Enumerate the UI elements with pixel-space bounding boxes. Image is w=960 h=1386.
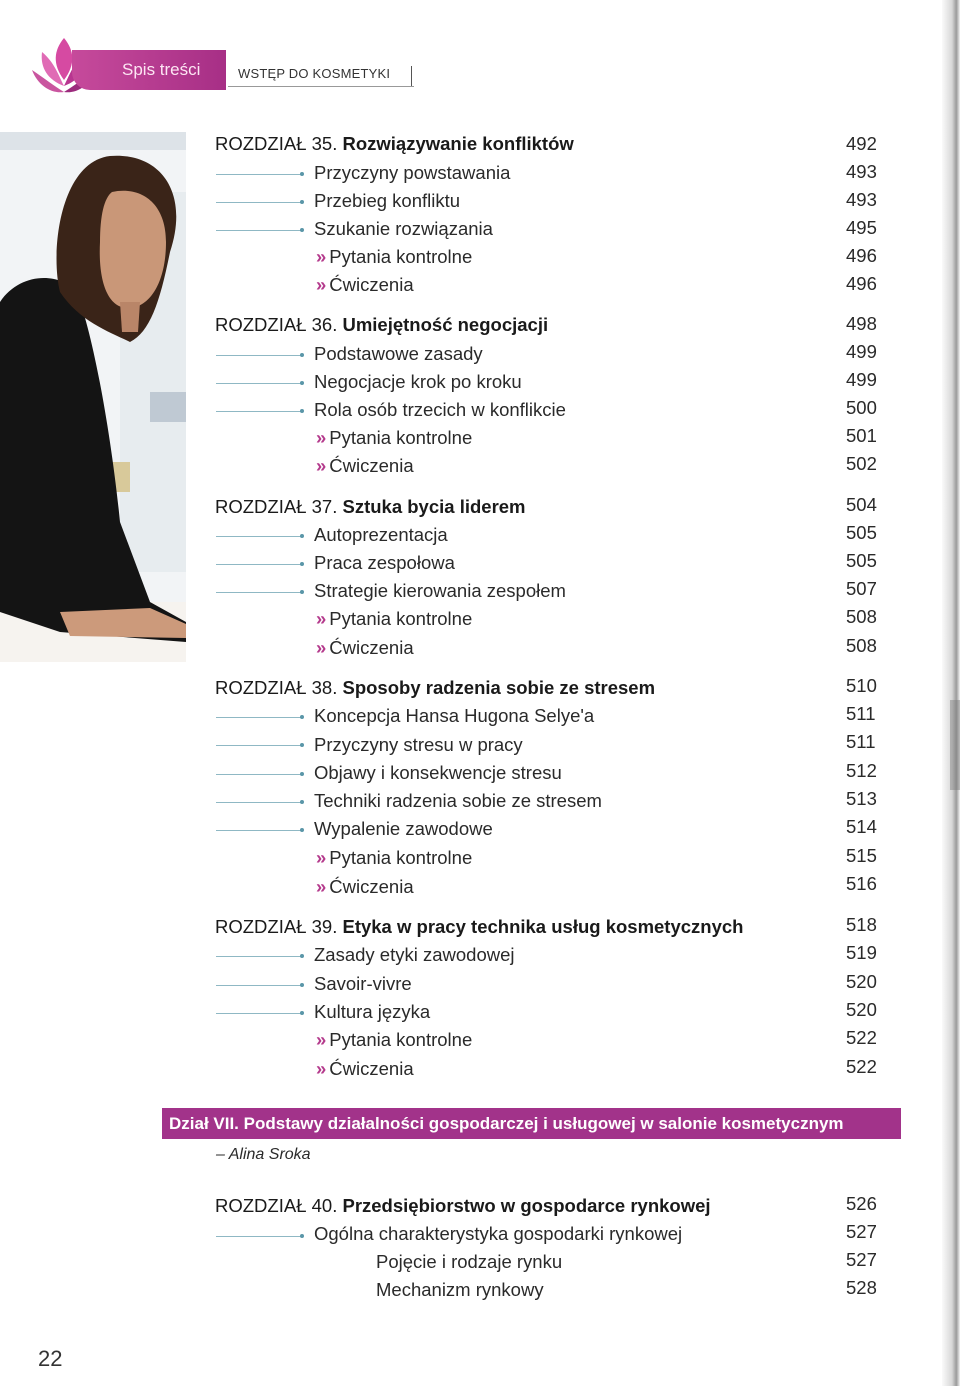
toc-item: Negocjacje krok po kroku (314, 371, 522, 392)
toc-item: Objawy i konsekwencje stresu (314, 762, 562, 783)
leader-line (216, 985, 302, 986)
toc-item: Wypalenie zawodowe (314, 818, 493, 839)
leader-line (216, 745, 302, 746)
toc-item-page: 520 (846, 999, 877, 1020)
toc-item-page: 515 (846, 845, 877, 866)
double-chevron-icon: » (316, 1029, 327, 1050)
toc-exercises: » Ćwiczenia (316, 455, 414, 476)
chapter-40-page: 526 (846, 1193, 877, 1214)
toc-item-page: 511 (846, 731, 876, 752)
toc-item: Techniki radzenia sobie ze stresem (314, 790, 602, 811)
toc-item: Szukanie rozwiązania (314, 218, 493, 239)
toc-item-page: 499 (846, 369, 877, 390)
toc-exercises: » Ćwiczenia (316, 274, 414, 295)
toc-item: Rola osób trzecich w konflikcie (314, 399, 566, 420)
leader-line (216, 717, 302, 718)
toc-item-page: 505 (846, 522, 877, 543)
toc-item-page: 512 (846, 760, 877, 781)
toc-item-page: 496 (846, 245, 877, 266)
toc-item: Przyczyny stresu w pracy (314, 734, 523, 755)
chapter-35-page: 492 (846, 133, 877, 154)
leader-line (216, 202, 302, 203)
toc-questions: » Pytania kontrolne (316, 1029, 473, 1050)
double-chevron-icon: » (316, 847, 327, 868)
double-chevron-icon: » (316, 608, 327, 629)
chapter-37-page: 504 (846, 494, 877, 515)
leader-line (216, 355, 302, 356)
double-chevron-icon: » (316, 274, 327, 295)
toc-item-page: 513 (846, 788, 877, 809)
chapter-36-page: 498 (846, 313, 877, 334)
leader-line (216, 1236, 302, 1237)
toc-exercises: » Ćwiczenia (316, 1058, 414, 1079)
toc-item: Praca zespołowa (314, 552, 455, 573)
toc-item-page: 519 (846, 942, 877, 963)
double-chevron-icon: » (316, 246, 327, 267)
leader-line (216, 956, 302, 957)
chapter-37-title: ROZDZIAŁ 37. Sztuka bycia liderem (215, 496, 526, 517)
section-title: WSTĘP DO KOSMETYKI (238, 66, 391, 81)
toc-item-page: 522 (846, 1027, 877, 1048)
toc-item-page: 527 (846, 1249, 877, 1270)
leader-line (216, 802, 302, 803)
double-chevron-icon: » (316, 637, 327, 658)
toc-tab-label: Spis treści (122, 60, 201, 79)
chapter-39-title: ROZDZIAŁ 39. Etyka w pracy technika usług kosmetycznych (215, 916, 744, 937)
toc-questions: » Pytania kontrolne (316, 246, 473, 267)
toc-item-page: 507 (846, 578, 877, 599)
toc-item-page: 528 (846, 1277, 877, 1298)
toc-item-page: 495 (846, 217, 877, 238)
leader-line (216, 1013, 302, 1014)
toc-item-page: 508 (846, 606, 877, 627)
toc-item: Koncepcja Hansa Hugona Selye'a (314, 705, 595, 726)
toc-item-page: 527 (846, 1221, 877, 1242)
toc-item-page: 493 (846, 189, 877, 210)
chapter-35-title: ROZDZIAŁ 35. Rozwiązywanie konfliktów (215, 133, 574, 154)
leader-line (216, 411, 302, 412)
toc-item-page: 511 (846, 703, 876, 724)
toc-item-page: 493 (846, 161, 877, 182)
toc-item: Autoprezentacja (314, 524, 448, 545)
chapter-38-title: ROZDZIAŁ 38. Sposoby radzenia sobie ze stresem (215, 677, 656, 698)
toc-item: Kultura języka (314, 1001, 431, 1022)
header-divider (411, 66, 412, 86)
toc-item: Strategie kierowania zespołem (314, 580, 566, 601)
double-chevron-icon: » (316, 427, 327, 448)
woman-photo-image (0, 132, 186, 662)
section-author: – Alina Sroka (216, 1146, 311, 1163)
leader-line (216, 383, 302, 384)
leader-line (216, 830, 302, 831)
toc-subitem: Pojęcie i rodzaje rynku (376, 1251, 563, 1272)
toc-questions: » Pytania kontrolne (316, 608, 473, 629)
toc-item-page: 520 (846, 971, 877, 992)
page-edge-mark (950, 700, 960, 790)
toc-item-page: 499 (846, 341, 877, 362)
chapter-40-title: ROZDZIAŁ 40. Przedsiębiorstwo w gospodarce rynkowej (215, 1195, 711, 1216)
toc-item: Przebieg konfliktu (314, 190, 461, 211)
leader-line (216, 230, 302, 231)
chapter-36-title: ROZDZIAŁ 36. Umiejętność negocjacji (215, 314, 549, 335)
leader-line (216, 592, 302, 593)
toc-item-page: 501 (846, 425, 877, 446)
header-rule (228, 86, 414, 87)
toc-item-page: 500 (846, 397, 877, 418)
double-chevron-icon: » (316, 455, 327, 476)
leader-line (216, 774, 302, 775)
toc-item-page: 522 (846, 1056, 877, 1077)
toc-questions: » Pytania kontrolne (316, 427, 473, 448)
toc-item-page: 502 (846, 453, 877, 474)
toc-exercises: » Ćwiczenia (316, 637, 414, 658)
toc-item: Savoir-vivre (314, 973, 412, 994)
page-number: 22 (38, 1346, 63, 1371)
leader-line (216, 564, 302, 565)
toc-questions: » Pytania kontrolne (316, 847, 473, 868)
toc-subitem: Mechanizm rynkowy (376, 1279, 544, 1300)
toc-item-page: 514 (846, 816, 877, 837)
toc-item: Podstawowe zasady (314, 343, 483, 364)
toc-item-page: 505 (846, 550, 877, 571)
toc-item: Ogólna charakterystyka gospodarki rynkowej (314, 1223, 683, 1244)
toc-exercises: » Ćwiczenia (316, 876, 414, 897)
chapter-39-page: 518 (846, 914, 877, 935)
toc-item: Przyczyny powstawania (314, 162, 511, 183)
leader-line (216, 174, 302, 175)
section-banner-text: Dział VII. Podstawy działalności gospodarczej i usługowej w salonie kosmetycznym (169, 1114, 844, 1133)
double-chevron-icon: » (316, 1058, 327, 1079)
leader-line (216, 536, 302, 537)
page-edge-shadow (942, 0, 960, 1386)
toc-item: Zasady etyki zawodowej (314, 944, 515, 965)
chapter-38-page: 510 (846, 675, 877, 696)
toc-item-page: 516 (846, 873, 877, 894)
toc-item-page: 508 (846, 635, 877, 656)
double-chevron-icon: » (316, 876, 327, 897)
toc-item-page: 496 (846, 273, 877, 294)
